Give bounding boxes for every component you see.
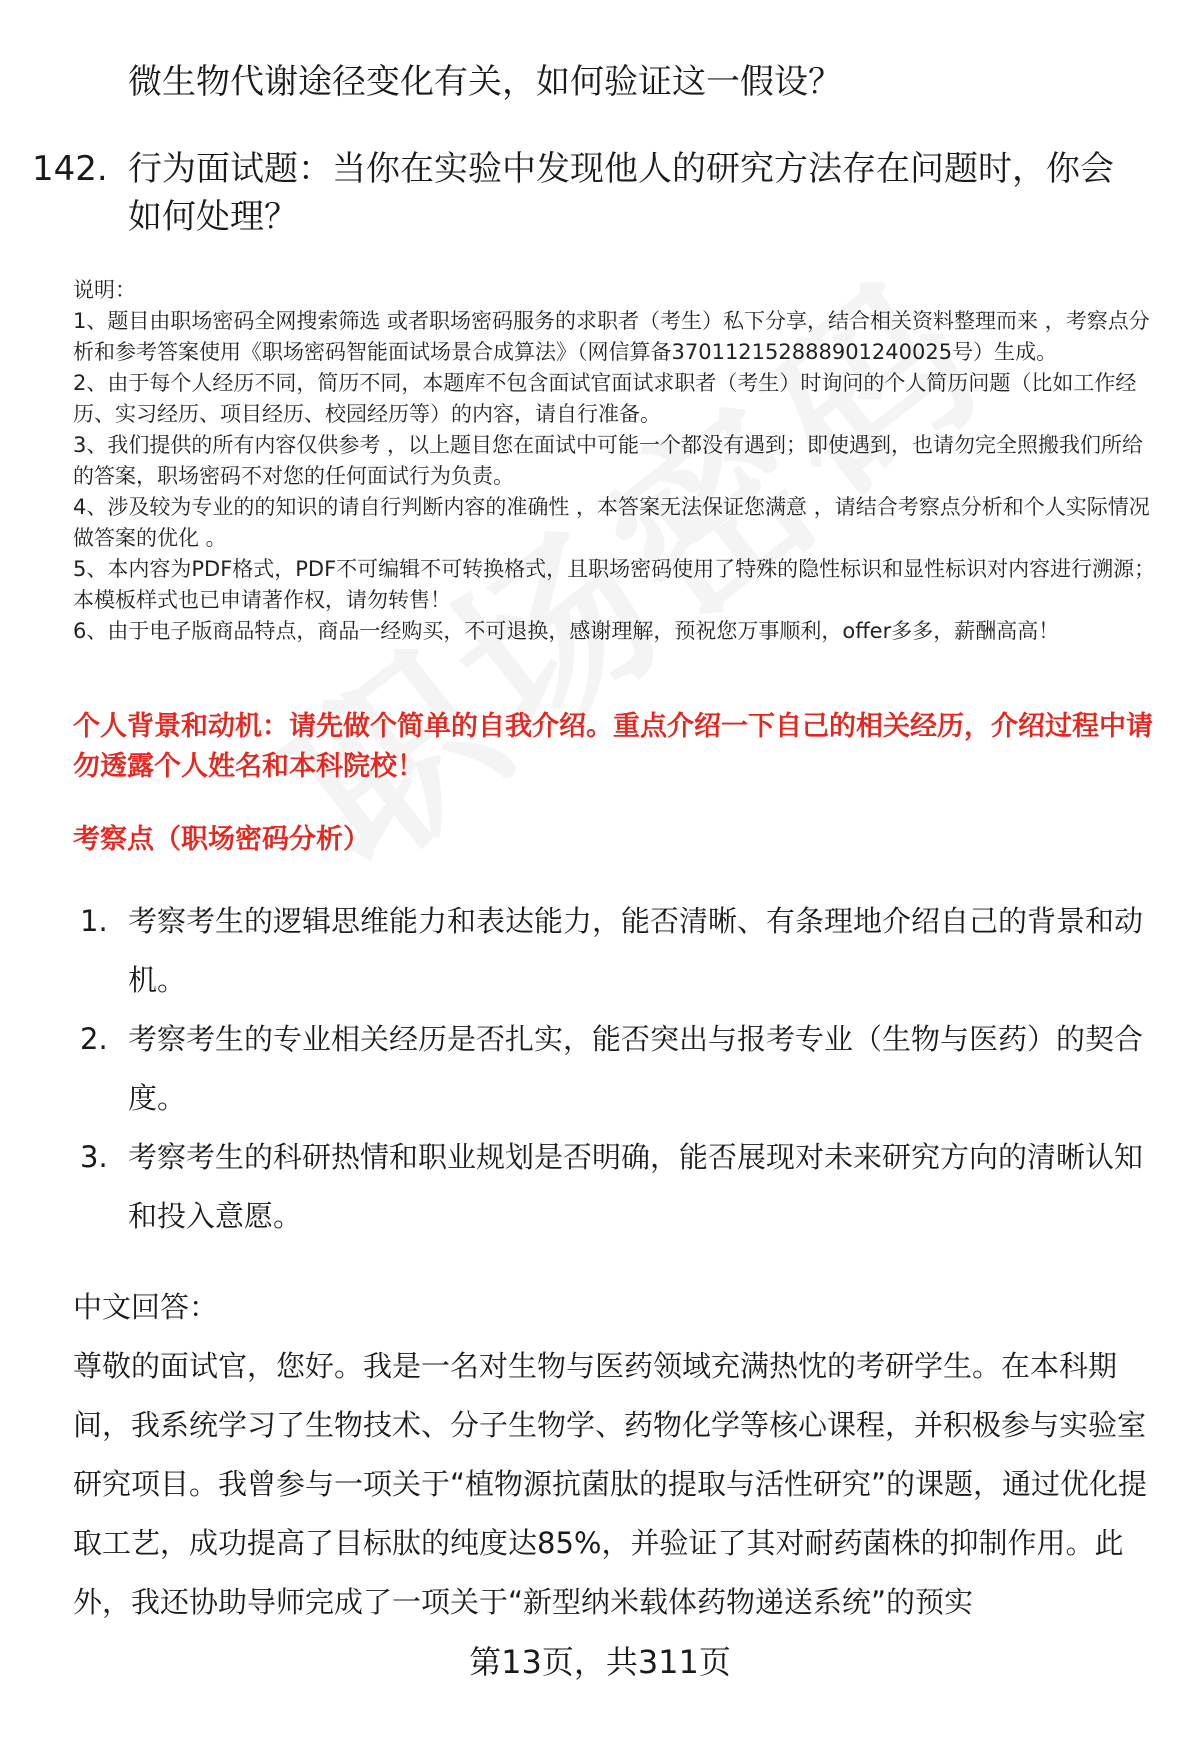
- point-number: 3.: [80, 1140, 108, 1174]
- point-text: 考察考生的科研热情和职业规划是否明确，能否展现对未来研究方向的清晰认知和投入意愿。: [128, 1140, 1144, 1233]
- question-continuation: 微生物代谢途径变化有关，如何验证这一假设？: [128, 62, 842, 102]
- point-text: 考察考生的逻辑思维能力和表达能力，能否清晰、有条理地介绍自己的背景和动机。: [128, 904, 1144, 997]
- notes-block: [73, 275, 1163, 647]
- note-item: 5、本内容为PDF格式，PDF不可编辑不可转换格式，且职场密码使用了特殊的隐性标识和显性标识对内容进行溯源；本模板样式也已申请著作权，请勿转售！: [73, 557, 1156, 612]
- notes-title: 说明：: [73, 278, 136, 302]
- analysis-point: [80, 892, 1160, 1010]
- note-item: 4、涉及较为专业的的知识的请自行判断内容的准确性 ，本答案无法保证您满意 ，请结合考察点分析和个人实际情况做答案的优化 。: [73, 495, 1150, 550]
- point-number: 2.: [80, 1022, 108, 1056]
- note-item: 1、题目由职场密码全网搜索筛选 或者职场密码服务的求职者（考生）私下分享，结合相关资料整理而来 ，考察点分析和参考答案使用《职场密码智能面试场景合成算法》（网信算备370112152888901240025号）生成。: [73, 309, 1150, 364]
- analysis-points: [80, 892, 1160, 1246]
- answer-label: 中文回答：: [73, 1290, 219, 1324]
- question-text: 行为面试题：当你在实验中发现他人的研究方法存在问题时，你会如何处理？: [128, 149, 1114, 237]
- answer-text: 尊敬的面试官，您好。我是一名对生物与医药领域充满热忱的考研学生。在本科期间，我系统学习了生物技术、分子生物学、药物化学等核心课程，并积极参与实验室研究项目。我曾参与一项关于“植物源抗菌肽的提取与活性研究”的课题，通过优化提取工艺，成功提高了目标肽的纯度达85%，并验证了其对耐药菌株的抑制作用。此外，我还协助导师完成了一项关于“新型纳米载体药物递送系统”的预实: [73, 1349, 1148, 1619]
- question-number: 142.: [32, 149, 108, 189]
- section-title: 个人背景和动机：请先做个简单的自我介绍。重点介绍一下自己的相关经历，介绍过程中请勿透露个人姓名和本科院校！: [73, 711, 1153, 782]
- analysis-point: [80, 1128, 1160, 1246]
- note-item: 3、我们提供的所有内容仅供参考 ，以上题目您在面试中可能一个都没有遇到；即使遇到，也请勿完全照搬我们所给的答案，职场密码不对您的任何面试行为负责。: [73, 433, 1144, 488]
- question-item: [32, 145, 1152, 241]
- note-item: 2、由于每个人经历不同，简历不同，本题库不包含面试官面试求职者（考生）时询问的个人简历问题（比如工作经历、实习经历、项目经历、校园经历等）的内容，请自行准备。: [73, 371, 1137, 426]
- analysis-title: 考察点（职场密码分析）: [73, 824, 370, 855]
- note-item: 6、由于电子版商品特点，商品一经购买，不可退换，感谢理解，预祝您万事顺利，offer多多，薪酬高高！: [73, 619, 1060, 643]
- point-text: 考察考生的专业相关经历是否扎实，能否突出与报考专业（生物与医药）的契合度。: [128, 1022, 1144, 1115]
- page-footer: 第13页，共311页: [469, 1643, 731, 1681]
- point-number: 1.: [80, 904, 108, 938]
- analysis-point: [80, 1010, 1160, 1128]
